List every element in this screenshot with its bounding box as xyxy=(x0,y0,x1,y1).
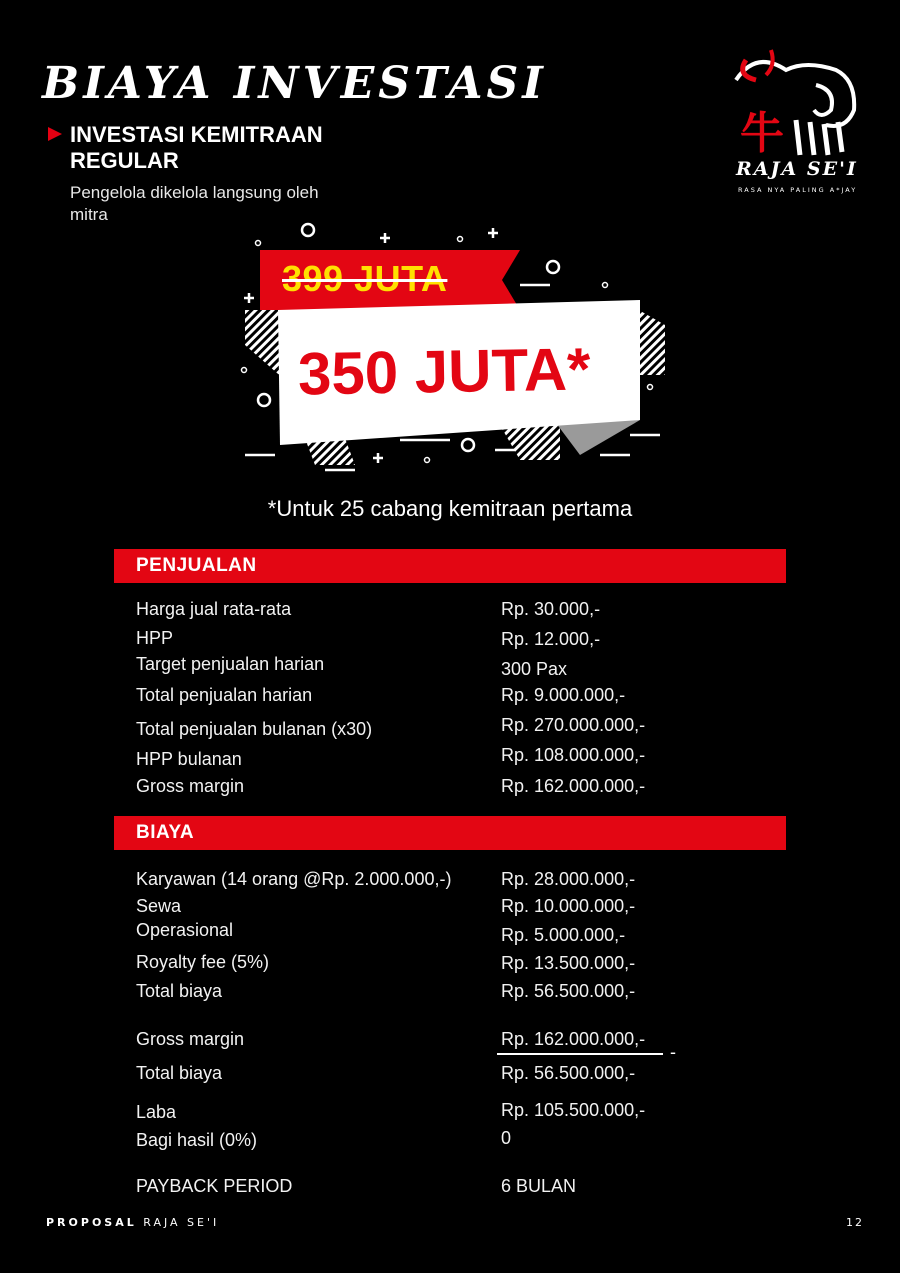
section-heading: PENJUALAN xyxy=(136,555,257,576)
old-price: 399 JUTA xyxy=(282,258,448,299)
penjualan-value-1: Rp. 12.000,- xyxy=(501,629,601,649)
section-biaya xyxy=(114,816,786,850)
summary-value-1: Rp. 56.500.000,- xyxy=(501,1063,636,1083)
section-penjualan xyxy=(114,549,786,583)
summary-label-2: Laba xyxy=(136,1102,177,1122)
description: Pengelola dikelola langsung oleh mitra xyxy=(70,183,319,224)
penjualan-label-0: Harga jual rata-rata xyxy=(136,599,292,619)
penjualan-value-0: Rp. 30.000,- xyxy=(501,599,601,619)
summary-value-2: Rp. 105.500.000,- xyxy=(501,1100,646,1120)
penjualan-value-6: Rp. 162.000.000,- xyxy=(501,776,646,796)
footer-brand: RAJA SE'I xyxy=(143,1216,220,1229)
new-price: 350 JUTA* xyxy=(297,335,591,408)
biaya-value-1: Rp. 10.000.000,- xyxy=(501,896,636,916)
biaya-label-2: Operasional xyxy=(136,920,234,940)
logo-mark: 牛 xyxy=(740,108,784,159)
penjualan-label-2: Target penjualan harian xyxy=(136,654,325,674)
biaya-value-3: Rp. 13.500.000,- xyxy=(501,953,636,973)
penjualan-label-3: Total penjualan harian xyxy=(136,685,313,705)
penjualan-label-5: HPP bulanan xyxy=(136,749,242,769)
penjualan-value-2: 300 Pax xyxy=(501,659,568,679)
logo-name: RAJA SE'I xyxy=(736,158,858,180)
triangle-bullet-icon xyxy=(48,127,62,141)
biaya-label-4: Total biaya xyxy=(136,981,223,1001)
biaya-label-0: Karyawan (14 orang @Rp. 2.000.000,-) xyxy=(136,869,452,889)
biaya-value-0: Rp. 28.000.000,- xyxy=(501,869,636,889)
penjualan-label-6: Gross margin xyxy=(136,776,245,796)
footer-proposal xyxy=(46,1216,219,1229)
summary-value-3: 0 xyxy=(501,1128,512,1148)
biaya-value-2: Rp. 5.000.000,- xyxy=(501,925,626,945)
penjualan-label-4: Total penjualan bulanan (x30) xyxy=(136,719,373,739)
summary-label-0: Gross margin xyxy=(136,1029,245,1049)
summary-value-4: 6 BULAN xyxy=(501,1176,577,1196)
stripe-decoration-bottom-right xyxy=(500,425,560,460)
penjualan-label-1: HPP xyxy=(136,628,174,648)
section-heading: BIAYA xyxy=(136,822,195,843)
subtitle xyxy=(48,122,390,174)
penjualan-value-4: Rp. 270.000.000,- xyxy=(501,715,646,735)
penjualan-value-3: Rp. 9.000.000,- xyxy=(501,685,626,705)
summary-label-4: PAYBACK PERIOD xyxy=(136,1176,293,1196)
summary-label-1: Total biaya xyxy=(136,1063,223,1083)
biaya-label-1: Sewa xyxy=(136,896,182,916)
summary-label-3: Bagi hasil (0%) xyxy=(136,1130,258,1150)
offer-note: *Untuk 25 cabang kemitraan pertama xyxy=(267,496,633,521)
logo-tagline: RASA NYA PALING A*JAY xyxy=(738,186,858,194)
page-number: 12 xyxy=(846,1216,864,1229)
summary-value-0: Rp. 162.000.000,- xyxy=(501,1029,646,1049)
biaya-label-3: Royalty fee (5%) xyxy=(136,952,270,972)
page-title: BIAYA INVESTASI xyxy=(42,58,547,109)
footer-bold: PROPOSAL xyxy=(46,1216,137,1229)
penjualan-value-5: Rp. 108.000.000,- xyxy=(501,745,646,765)
minus-sign: - xyxy=(670,1042,676,1062)
biaya-value-4: Rp. 56.500.000,- xyxy=(501,981,636,1001)
subtitle-text: INVESTASI KEMITRAAN REGULAR xyxy=(70,122,323,173)
subtraction-line xyxy=(497,1053,663,1055)
